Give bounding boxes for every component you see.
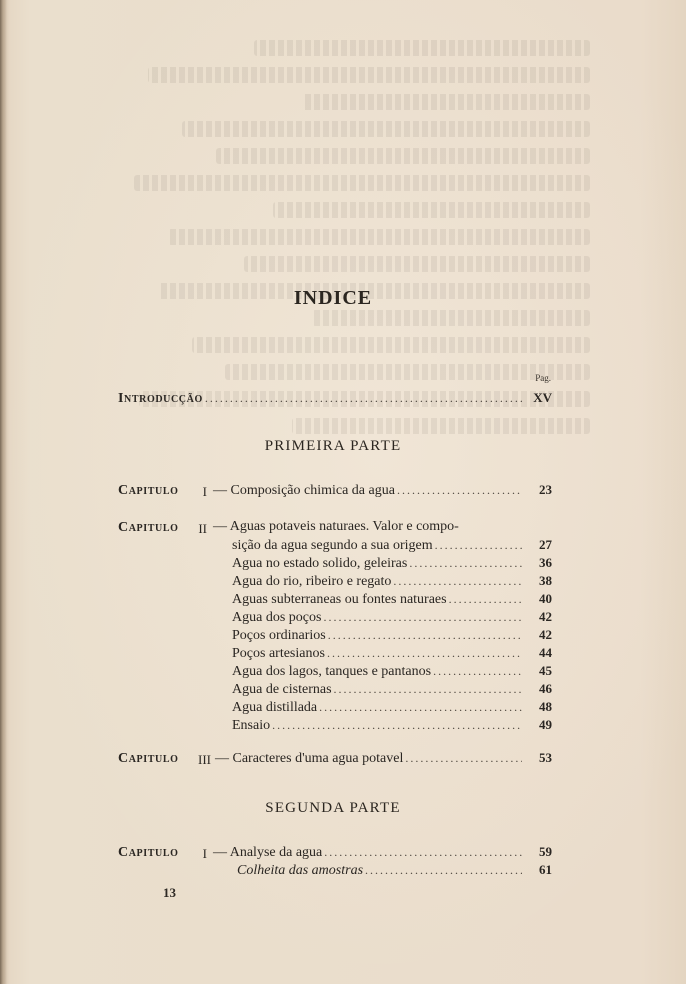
toc-entry-text: Colheita das amostras (237, 863, 364, 878)
toc-entry-text: Agua distillada (232, 700, 318, 715)
toc-entry (232, 555, 552, 572)
toc-entry (232, 627, 552, 644)
page-title: INDICE (293, 287, 373, 309)
toc-entry-text: Ensaio (232, 718, 271, 733)
chapter-label: Capitulo (118, 845, 179, 860)
toc-entry (232, 699, 552, 716)
toc-entry-page: 44 (539, 645, 552, 660)
toc-entry-page: XV (533, 390, 552, 405)
dot-leader (435, 538, 522, 553)
toc-entry (232, 663, 552, 680)
dot-leader (334, 682, 522, 697)
toc-entry-text: Poços artesianos (232, 646, 325, 661)
dot-leader (272, 718, 522, 733)
dot-leader (397, 483, 522, 498)
dot-leader (205, 391, 522, 406)
toc-entry (232, 591, 552, 608)
toc-entry (232, 717, 552, 734)
dot-leader (449, 592, 522, 607)
part-heading-segunda: SEGUNDA PARTE (265, 800, 401, 816)
toc-entry-page: 53 (539, 750, 552, 765)
toc-entry-page: 48 (539, 699, 552, 714)
dot-leader (433, 664, 522, 679)
page-column-label: Pag. (535, 373, 551, 383)
dot-leader (405, 751, 522, 766)
toc-entry-introduction (118, 390, 552, 407)
chapter-numeral: I (202, 846, 207, 861)
toc-entry-page: 23 (539, 482, 552, 497)
toc-entry-text: — Analyse da agua (213, 845, 323, 860)
toc-entry-text: Agua dos poços (232, 610, 322, 625)
toc-entry-page: 42 (539, 627, 552, 642)
toc-entry-text: — Caracteres d'uma agua potavel (215, 751, 404, 766)
toc-entry-page: 61 (539, 862, 552, 877)
toc-entry-text: Agua no estado solido, geleiras (232, 556, 408, 571)
toc-entry-text: sição da agua segundo a sua origem (232, 538, 433, 553)
toc-entry-page: 27 (539, 537, 552, 552)
dot-leader (365, 863, 522, 878)
toc-entry (232, 609, 552, 626)
dot-leader (327, 646, 522, 661)
toc-entry (213, 844, 552, 861)
binding-edge (0, 0, 7, 984)
chapter-numeral: II (198, 521, 207, 536)
chapter-numeral: III (198, 752, 211, 767)
toc-entry (237, 862, 552, 879)
dot-leader (393, 574, 522, 589)
toc-entry (232, 645, 552, 662)
dot-leader (324, 845, 522, 860)
toc-entry-page: 40 (539, 591, 552, 606)
toc-entry-text: Agua dos lagos, tanques e pantanos (232, 664, 432, 679)
show-through-texture (110, 40, 590, 480)
toc-entry (232, 537, 552, 554)
toc-entry (213, 482, 552, 499)
toc-entry-text: Poços ordinarios (232, 628, 326, 643)
toc-entry-text: — Composição chimica da agua (213, 483, 395, 498)
toc-entry-page: 45 (539, 663, 552, 678)
chapter-label: Capitulo (118, 751, 179, 766)
dot-leader (409, 556, 522, 571)
toc-entry-page: 59 (539, 844, 552, 859)
toc-entry-page: 42 (539, 609, 552, 624)
dot-leader (319, 700, 522, 715)
toc-entry (215, 750, 552, 767)
toc-entry (213, 519, 552, 535)
toc-entry-text: Introducção (118, 391, 203, 406)
toc-entry-text: Agua de cisternas (232, 682, 332, 697)
dot-leader (323, 610, 522, 625)
chapter-label: Capitulo (118, 520, 179, 535)
signature-mark: 13 (163, 885, 176, 900)
toc-entry (232, 681, 552, 698)
chapter-numeral: I (202, 484, 207, 499)
toc-entry (232, 573, 552, 590)
toc-entry-page: 36 (539, 555, 552, 570)
dot-leader (328, 628, 522, 643)
toc-entry-page: 38 (539, 573, 552, 588)
toc-entry-page: 46 (539, 681, 552, 696)
toc-entry-text: Aguas subterraneas ou fontes naturaes (232, 592, 447, 607)
toc-entry-page: 49 (539, 717, 552, 732)
chapter-label: Capitulo (118, 483, 179, 498)
toc-entry-text: — Aguas potaveis naturaes. Valor e compo- (213, 519, 459, 534)
part-heading-primeira: PRIMEIRA PARTE (264, 438, 402, 454)
toc-entry-text: Agua do rio, ribeiro e regato (232, 574, 392, 589)
